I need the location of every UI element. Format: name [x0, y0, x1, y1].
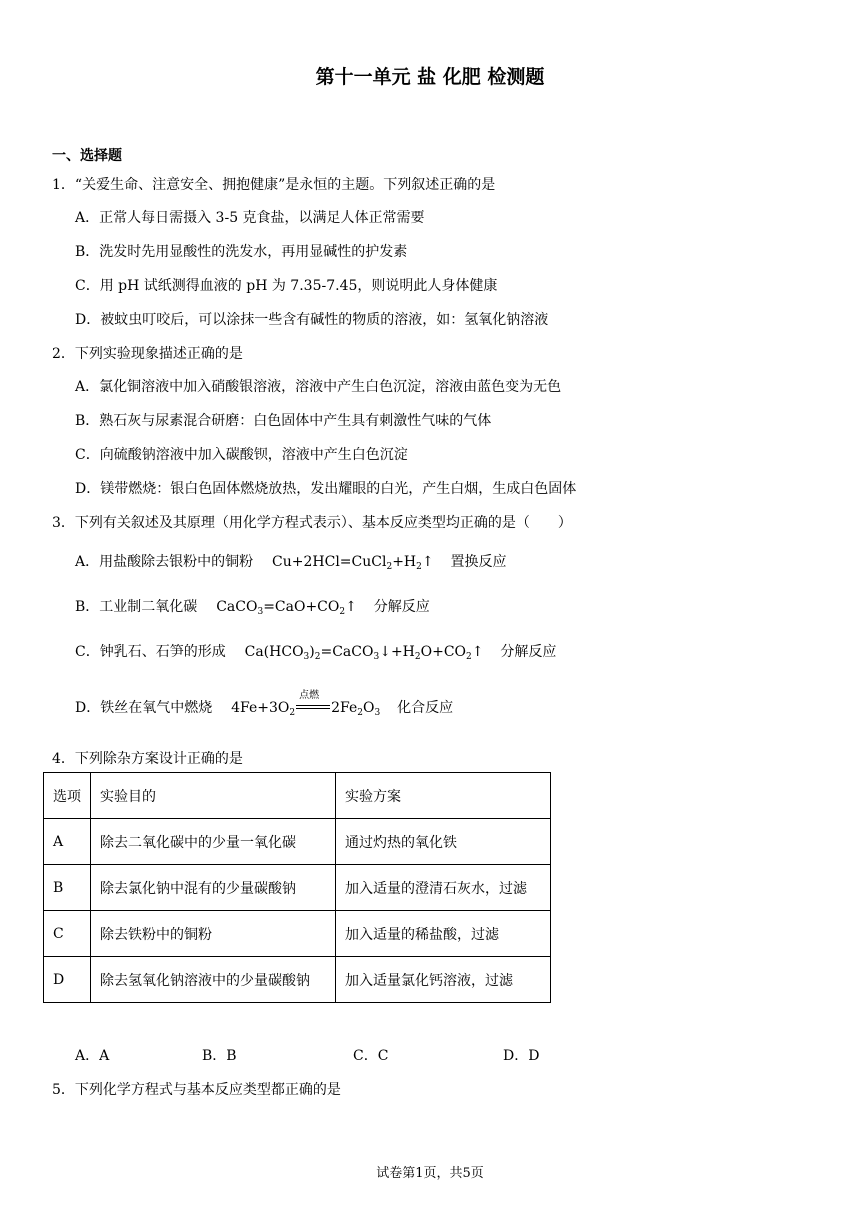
- table-cell: C: [44, 911, 91, 957]
- gas-arrow-icon: ↑: [471, 644, 484, 660]
- option-d-description: D．铁丝在氧气中燃烧: [75, 700, 213, 716]
- precipitate-arrow-icon: ↓: [379, 644, 391, 660]
- question-3-stem: 3．下列有关叙述及其原理（用化学方程式表示）、基本反应类型均正确的是（ ）: [52, 515, 572, 531]
- page-title: 第十一单元 盐 化肥 检测题: [315, 66, 545, 88]
- reaction-condition: [295, 690, 331, 715]
- question-4-answer-a: A．A: [75, 1048, 110, 1064]
- question-2-option-d: D．镁带燃烧：银白色固体燃烧放热，发出耀眼的白光，产生白烟，生成白色固体: [75, 481, 577, 497]
- option-d-reaction-type: 化合反应: [397, 700, 454, 716]
- question-1-option-b: B．洗发时先用显酸性的洗发水，再用显碱性的护发素: [75, 244, 408, 260]
- option-c-description: C．钟乳石、石笋的形成: [75, 644, 226, 660]
- condition-label: 点燃: [299, 690, 320, 701]
- table-cell: 除去铁粉中的铜粉: [91, 911, 336, 957]
- option-b-reaction-type: 分解反应: [373, 599, 430, 615]
- question-1-stem: 1．“关爱生命、注意安全、拥抱健康”是永恒的主题。下列叙述正确的是: [52, 177, 496, 193]
- header-purpose: 实验目的: [91, 773, 336, 819]
- question-4-answer-d: D．D: [503, 1048, 540, 1064]
- gas-arrow-icon: ↑: [421, 554, 434, 570]
- option-a-equation: $Cu+2HCl=CuCl_2+H_2↑$: [272, 554, 434, 572]
- question-1-option-d: D．被蚊虫叮咬后，可以涂抹一些含有碱性的物质的溶液，如：氢氧化钠溶液: [75, 312, 549, 328]
- question-2-option-b: B．熟石灰与尿素混合研磨：白色固体中产生具有刺激性气味的气体: [75, 413, 492, 429]
- question-3-option-a: [75, 551, 507, 572]
- section-heading: 一、选择题: [52, 148, 122, 164]
- table-cell: 加入适量的澄清石灰水，过滤: [336, 865, 551, 911]
- question-3-option-d: [75, 690, 454, 718]
- table-cell: 通过灼热的氧化铁: [336, 819, 551, 865]
- option-c-reaction-type: 分解反应: [500, 644, 557, 660]
- table-cell: 除去氢氧化钠溶液中的少量碳酸钠: [91, 957, 336, 1003]
- question-1-option-a: A．正常人每日需摄入 3-5 克食盐，以满足人体正常需要: [75, 210, 425, 226]
- option-c-equation: $Ca(HCO_3)_2=CaCO_3↓+H_2O+CO_2↑$: [244, 644, 484, 662]
- equals-line-bottom: [296, 708, 330, 709]
- table-row: [44, 957, 551, 1003]
- table-cell: 加入适量的稀盐酸，过滤: [336, 911, 551, 957]
- table-header-row: [44, 773, 551, 819]
- question-4-answer-c: C．C: [353, 1048, 389, 1064]
- table-cell: 除去二氧化碳中的少量一氧化碳: [91, 819, 336, 865]
- table-row: [44, 911, 551, 957]
- table-cell: 加入适量氯化钙溶液，过滤: [336, 957, 551, 1003]
- header-option: 选项: [44, 773, 91, 819]
- option-a-reaction-type: 置换反应: [450, 554, 507, 570]
- question-5-stem: 5．下列化学方程式与基本反应类型都正确的是: [52, 1082, 341, 1098]
- option-b-equation: $CaCO_3=CaO+CO_2↑$: [216, 599, 357, 617]
- header-plan: 实验方案: [336, 773, 551, 819]
- table-cell: A: [44, 819, 91, 865]
- question-4-stem: 4．下列除杂方案设计正确的是: [52, 751, 243, 767]
- table-cell: B: [44, 865, 91, 911]
- table-cell: 除去氯化钠中混有的少量碳酸钠: [91, 865, 336, 911]
- question-2-option-a: A．氯化铜溶液中加入硝酸银溶液，溶液中产生白色沉淀，溶液由蓝色变为无色: [75, 379, 562, 395]
- question-3-option-b: [75, 596, 430, 617]
- option-a-description: A．用盐酸除去银粉中的铜粉: [75, 554, 254, 570]
- table-row: [44, 865, 551, 911]
- question-4-answer-b: B．B: [202, 1048, 237, 1064]
- page-footer: 试卷第1页，共5页: [376, 1166, 484, 1181]
- option-d-equation: $4Fe+3O_2$ 点燃 $2Fe_2O_3$: [231, 700, 380, 716]
- question-2-option-c: C．向硫酸钠溶液中加入碳酸钡，溶液中产生白色沉淀: [75, 447, 408, 463]
- question-1-option-c: C．用 pH 试纸测得血液的 pH 为 7.35-7.45，则说明此人身体健康: [75, 278, 498, 294]
- table-cell: D: [44, 957, 91, 1003]
- option-b-description: B．工业制二氧化碳: [75, 599, 198, 615]
- table-row: [44, 819, 551, 865]
- equals-line-top: [296, 705, 330, 706]
- purification-table: [43, 772, 551, 1003]
- gas-arrow-icon: ↑: [345, 599, 357, 615]
- question-2-stem: 2．下列实验现象描述正确的是: [52, 346, 243, 362]
- question-3-option-c: [75, 641, 556, 662]
